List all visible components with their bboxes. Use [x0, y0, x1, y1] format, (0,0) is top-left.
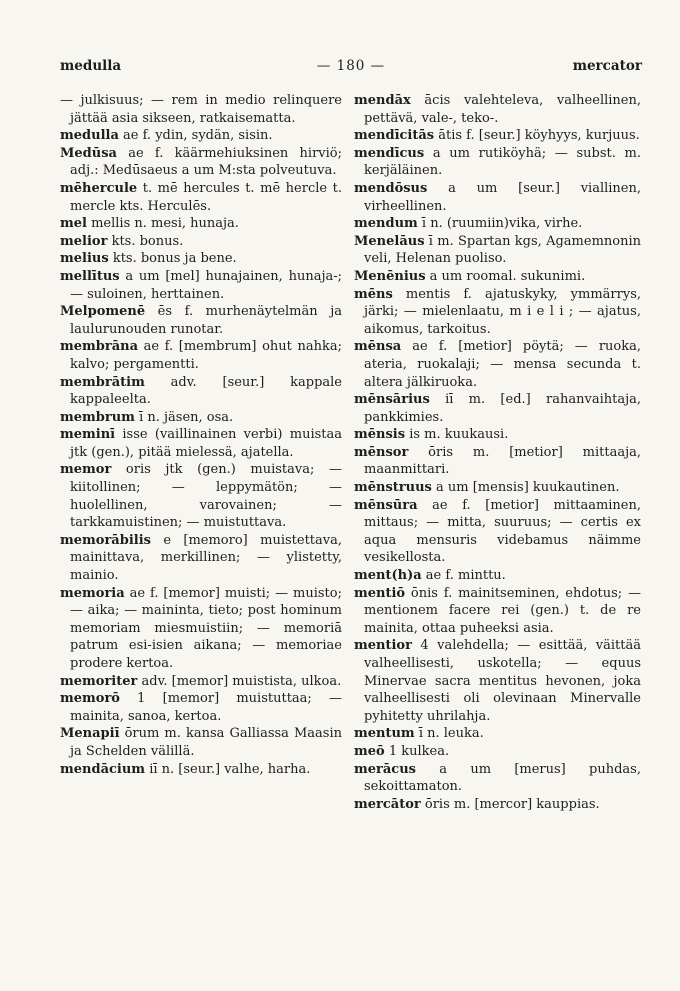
entry-definition: ae f. [memor] muisti; — muisto; — aika; — maininta, tieto; post hominum memoriam miesmuistiin; — memoriā patrum esi-isien aikana; — memoriae prodere kertoa.	[70, 585, 342, 671]
entry-headword: Menapiī	[60, 726, 120, 742]
dictionary-entry	[60, 761, 342, 779]
entry-definition: isse (vaillinainen verbi) muistaa jtk (gen.), pitää mielessä, ajatella.	[70, 427, 342, 460]
entry-headword: memor	[60, 462, 112, 478]
entry-definition: mellis n. mesi, hunaja.	[86, 216, 239, 232]
dictionary-entry	[354, 338, 641, 391]
entry-headword: mellītus	[60, 268, 120, 284]
entry-headword: membrātim	[60, 374, 145, 390]
dictionary-entry	[354, 725, 641, 743]
left-column	[60, 92, 342, 778]
entry-definition: ae f. minttu.	[421, 568, 506, 584]
dictionary-entry	[354, 127, 641, 145]
entry-headword: mendāx	[354, 93, 411, 108]
entry-definition: a um [merus] puhdas, sekoittamaton.	[364, 761, 641, 795]
dictionary-entry	[60, 690, 342, 725]
entry-definition: 1 [memor] muistuttaa; — mainita, sanoa, kertoa.	[70, 691, 342, 724]
entry-headword: mendōsus	[354, 180, 428, 196]
entry-definition: ae f. käärmehiuksinen hirviö; adj.: Medūsaeus a um M:sta polveutuva.	[70, 145, 342, 179]
entry-headword: mēns	[354, 286, 393, 302]
entry-definition: ī n. jäsen, osa.	[134, 409, 234, 425]
entry-definition: a um rutiköyhä; — subst. m. kerjäläinen.	[364, 145, 641, 179]
dictionary-entry	[60, 215, 342, 233]
entry-headword: mēhercule	[60, 180, 138, 196]
entry-headword: mēnstruus	[354, 480, 432, 496]
dictionary-entry	[60, 426, 342, 461]
entry-definition: ī n. leuka.	[414, 726, 484, 742]
dictionary-entry	[60, 374, 342, 409]
entry-definition: adv. [seur.] kappale kappaleelta.	[70, 374, 342, 408]
entry-headword: mentiō	[354, 585, 406, 601]
left-guide-word: medulla	[60, 58, 122, 74]
right-column	[354, 92, 641, 813]
dictionary-entry	[60, 725, 342, 760]
entry-headword: memorō	[60, 691, 120, 707]
entry-definition: 4 valehdella; — esittää, väittää valheellisesti, uskotella; — equus Minervae sacra mentitus hevonen, joka valheellisesti oli olevinaan Minervalle pyhitetty uhrilahja.	[364, 638, 641, 724]
entry-definition: ōrum m. kansa Galliassa Maasin ja Schelden välillä.	[70, 726, 342, 759]
dictionary-entry	[60, 303, 342, 338]
dictionary-entry	[60, 92, 342, 127]
dictionary-entry	[60, 338, 342, 373]
dictionary-entry	[354, 637, 641, 725]
entry-definition: oris jtk (gen.) muistava; — kiitollinen; — leppymätön; — huolellinen, varovainen; — tarkkamuistinen; — muistuttava.	[70, 462, 342, 531]
dictionary-entry	[354, 761, 641, 796]
dictionary-entry	[60, 268, 342, 303]
dictionary-entry	[354, 391, 641, 426]
dictionary-entry	[60, 250, 342, 268]
entry-definition: kts. bonus.	[107, 233, 184, 249]
dictionary-entry	[60, 145, 342, 180]
dictionary-entry	[354, 796, 641, 814]
entry-headword: membrāna	[60, 339, 139, 355]
entry-headword: Melpomenē	[60, 304, 146, 320]
entry-definition: 1 kulkea.	[384, 743, 450, 759]
entry-definition: ācis valehteleva, valheellinen, pettävä, vale-, teko-.	[364, 93, 641, 126]
entry-headword: mēnsis	[354, 427, 406, 443]
entry-definition: ōnis f. mainitseminen, ehdotus; — mentionem facere rei (gen.) t. de re mainita, ottaa puheeksi asia.	[364, 585, 641, 636]
entry-headword: mendum	[354, 216, 418, 232]
entry-definition: adv. [memor] muistista, ulkoa.	[137, 673, 342, 689]
entry-headword: Medūsa	[60, 145, 117, 161]
entry-headword: memoria	[60, 585, 125, 601]
dictionary-entry	[354, 180, 641, 215]
entry-definition: iī m. [ed.] rahanvaihtaja, pankkimies.	[364, 392, 641, 425]
entry-definition: ī n. (ruumiin)vika, virhe.	[417, 216, 583, 232]
dictionary-entry	[354, 567, 641, 585]
entry-definition: ī m. Spartan kgs, Agamemnonin veli, Helenan puoliso.	[364, 233, 641, 267]
entry-headword: Menēnius	[354, 268, 426, 284]
entry-headword: medulla	[60, 128, 119, 144]
entry-headword: mēnsārius	[354, 392, 430, 408]
entry-headword: mēnsūra	[354, 497, 418, 513]
entry-definition: a um [seur.] viallinen, virheellinen.	[364, 180, 641, 214]
entry-headword: meō	[354, 743, 385, 759]
entry-headword: mentum	[354, 726, 415, 742]
dictionary-entry	[354, 497, 641, 567]
dictionary-entry	[60, 233, 342, 251]
dictionary-entry	[354, 479, 641, 497]
entry-headword: mēnsa	[354, 339, 402, 355]
dictionary-entry	[60, 673, 342, 691]
entry-definition: iī n. [seur.] valhe, harha.	[145, 761, 311, 777]
dictionary-entry	[60, 461, 342, 531]
dictionary-entry	[60, 532, 342, 585]
entry-headword: mendācium	[60, 761, 146, 777]
entry-headword: meminī	[60, 427, 116, 443]
dictionary-entry	[60, 127, 342, 145]
dictionary-entry	[60, 585, 342, 673]
entry-definition: ātis f. [seur.] köyhyys, kurjuus.	[434, 128, 640, 144]
entry-definition: mentis f. ajatuskyky, ymmärrys, järki; — mielenlaatu, m i e l i ; — ajatus, aikomus, tarkoitus.	[364, 286, 641, 337]
dictionary-entry	[354, 426, 641, 444]
entry-definition: e [memoro] muistettava, mainittava, merkillinen; — ylistetty, mainio.	[70, 532, 342, 584]
dictionary-entry	[60, 409, 342, 427]
entry-headword: Menelāus	[354, 233, 425, 249]
page-header	[60, 58, 642, 80]
entry-headword: mentior	[354, 638, 412, 654]
dictionary-entry	[354, 286, 641, 339]
entry-headword: memorābilis	[60, 532, 151, 548]
dictionary-entry	[354, 145, 641, 180]
entry-definition: t. mē hercules t. mē hercle t. mercle kts. Herculēs.	[70, 180, 342, 214]
entry-definition: ae f. ydin, sydän, sisin.	[118, 128, 273, 144]
dictionary-entry	[354, 585, 641, 638]
entry-headword: mēnsor	[354, 444, 409, 460]
entry-headword: ment(h)a	[354, 568, 422, 584]
entry-definition: a um [mensis] kuukautinen.	[431, 480, 620, 496]
page-number: — 180 —	[316, 58, 386, 74]
entry-definition: kts. bonus ja bene.	[108, 251, 237, 267]
entry-definition: a um [mel] hunajainen, hunaja-; — suloinen, herttainen.	[70, 268, 342, 302]
entry-headword: mendīcitās	[354, 128, 435, 144]
entry-headword: membrum	[60, 409, 135, 425]
entry-definition: ōris m. [metior] mittaaja, maanmittari.	[364, 444, 641, 478]
dictionary-entry	[354, 233, 641, 268]
entry-headword: mendīcus	[354, 145, 425, 161]
entry-definition: a um roomal. sukunimi.	[425, 268, 586, 284]
entry-definition: ae f. [metior] pöytä; — ruoka, ateria, ruokalaji; — mensa secunda t. altera jälkiruoka.	[364, 339, 641, 390]
entry-headword: merācus	[354, 761, 416, 777]
dictionary-entry	[354, 268, 641, 286]
entry-definition: — julkisuus; — rem in medio relinquere jättää asia sikseen, ratkaisematta.	[60, 93, 342, 126]
dictionary-entry	[354, 215, 641, 233]
entry-definition: ae f. [metior] mittaaminen, mittaus; — mitta, suuruus; — certis ex aqua mensuris videbamus näimme vesikellosta.	[364, 497, 641, 566]
right-guide-word: mercator	[572, 58, 642, 74]
entry-definition: ēs f. murhenäytelmän ja laulurunouden runotar.	[70, 304, 342, 337]
entry-headword: memoriter	[60, 673, 138, 689]
dictionary-entry	[354, 444, 641, 479]
dictionary-entry	[60, 180, 342, 215]
dictionary-entry	[354, 743, 641, 761]
entry-headword: melius	[60, 251, 109, 267]
entry-definition: ae f. [membrum] ohut nahka; kalvo; pergamentti.	[70, 339, 342, 372]
entry-definition: ōris m. [mercor] kauppias.	[420, 796, 600, 812]
entry-headword: melior	[60, 233, 108, 249]
entry-definition: is m. kuukausi.	[405, 427, 509, 443]
dictionary-entry	[354, 92, 641, 127]
entry-headword: mel	[60, 216, 87, 232]
entry-headword: mercātor	[354, 796, 421, 812]
